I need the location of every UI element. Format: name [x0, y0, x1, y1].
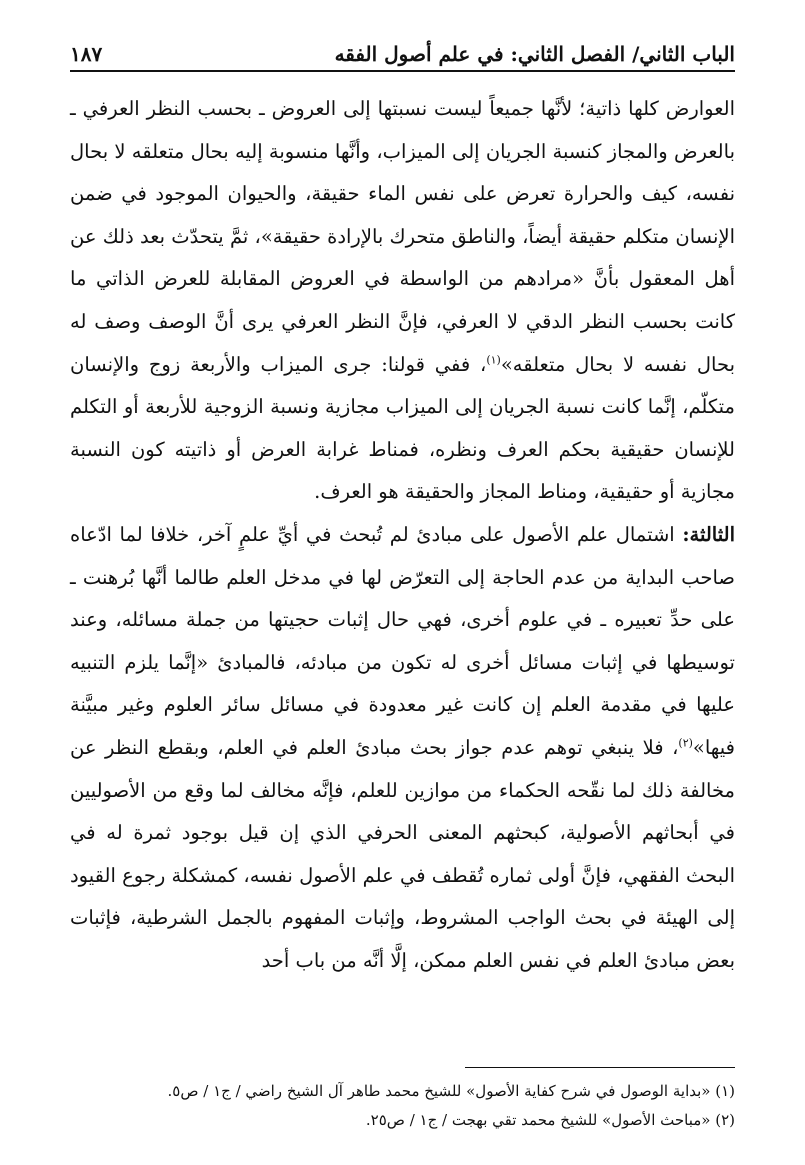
footnotes	[70, 1077, 735, 1135]
footnote: (٢) «مباحث الأصول» للشيخ محمد تقي بهجت / ج١ / ص٢٥.	[365, 1111, 735, 1129]
footnote-divider	[465, 1067, 735, 1068]
footnote-marker[interactable]: (٢)	[678, 736, 693, 750]
paragraph-text: اشتمال علم الأصول على مبادئ لم تُبحث في أيِّ علمٍ آخر، خلافا لما ادّعاه صاحب البداية من عدم الحاجة إلى التعرّض لها في مدخل العلم طالما أنَّها بُرهنت ـ على حدِّ تعبيره ـ في علوم أخرى، فهي حال إثبات حجيتها من جملة مسائله، وعند توسيطها في إثبات مسائل أخرى له تكون من مبادئه، فالمبادئ «إنَّما يلزم التنبيه عليها في مقدمة العلم إن كانت غير معدودة في مسائل سائر العلوم وغير مبيَّنة فيها»	[70, 522, 735, 759]
footnote: (١) «بداية الوصول في شرح كفاية الأصول» للشيخ محمد طاهر آل الشيخ راضي / ج١ / ص٥.	[167, 1082, 735, 1100]
footnote-marker[interactable]: (١)	[486, 353, 501, 367]
paragraph	[70, 88, 735, 514]
paragraph-text: العوارض كلها ذاتية؛ لأنَّها جميعاً ليست نسبتها إلى العروض ـ بحسب النظر العرفي ـ بالعرض والمجاز كنسبة الجريان إلى الميزاب، وأنَّها منسوبة إليه بحال متعلقه لا بحال نفسه، كيف والحرارة تعرض على نفس الماء حقيقة، والحيوان الموجود في ضمن الإنسان متكلم حقيقة أيضاً، والناطق متحرك بالإرادة حقيقة»، ثمَّ يتحدّث بعد ذلك عن أهل المعقول بأنَّ «مرادهم من الواسطة في العروض المقابلة للعرض الذاتي ما كانت بحسب النظر الدقي لا العرفي، فإنَّ النظر العرفي يرى أنَّ الوصف وصف له بحال نفسه لا بحال متعلقه»	[70, 97, 735, 376]
main-text	[70, 88, 735, 982]
chapter-title: الباب الثاني/ الفصل الثاني: في علم أصول الفقه	[334, 42, 735, 66]
paragraph	[70, 514, 735, 983]
paragraph-text: ، ففي قولنا: جرى الميزاب والأربعة زوج والإنسان متكلّم، إنَّما كانت نسبة الجريان إلى الميزاب مجازية ونسبة الزوجية للأربعة أو التكلم للإنسان حقيقية بحكم العرف ونظره، فمناط غرابة العرض أو ذاتيته كون النسبة مجازية أو حقيقية، ومناط المجاز والحقيقة هو العرف.	[70, 352, 735, 504]
page-number: ١٨٧	[70, 42, 103, 66]
running-header	[70, 30, 735, 72]
paragraph-lead: الثالثة:	[682, 522, 735, 546]
paragraph-text: ، فلا ينبغي توهم عدم جواز بحث مبادئ العلم في العلم، وبقطع النظر عن مخالفة ذلك لما نقّحه الحكماء من موازين للعلم، فإنَّه مخالف لما وقع من الأصوليين في أبحاثهم الأصولية، كبحثهم المعنى الحرفي الذي إن قيل بوجود ثمرة له في البحث الفقهي، فإنَّ أولى ثماره تُقطف في علم الأصول نفسه، كمشكلة رجوع القيود إلى الهيئة في بحث الواجب المشروط، وإثبات المفهوم بالجمل الشرطية، فإثبات بعض مبادئ العلم في نفس العلم ممكن، إلَّا أنَّه من باب أحد	[70, 735, 735, 972]
